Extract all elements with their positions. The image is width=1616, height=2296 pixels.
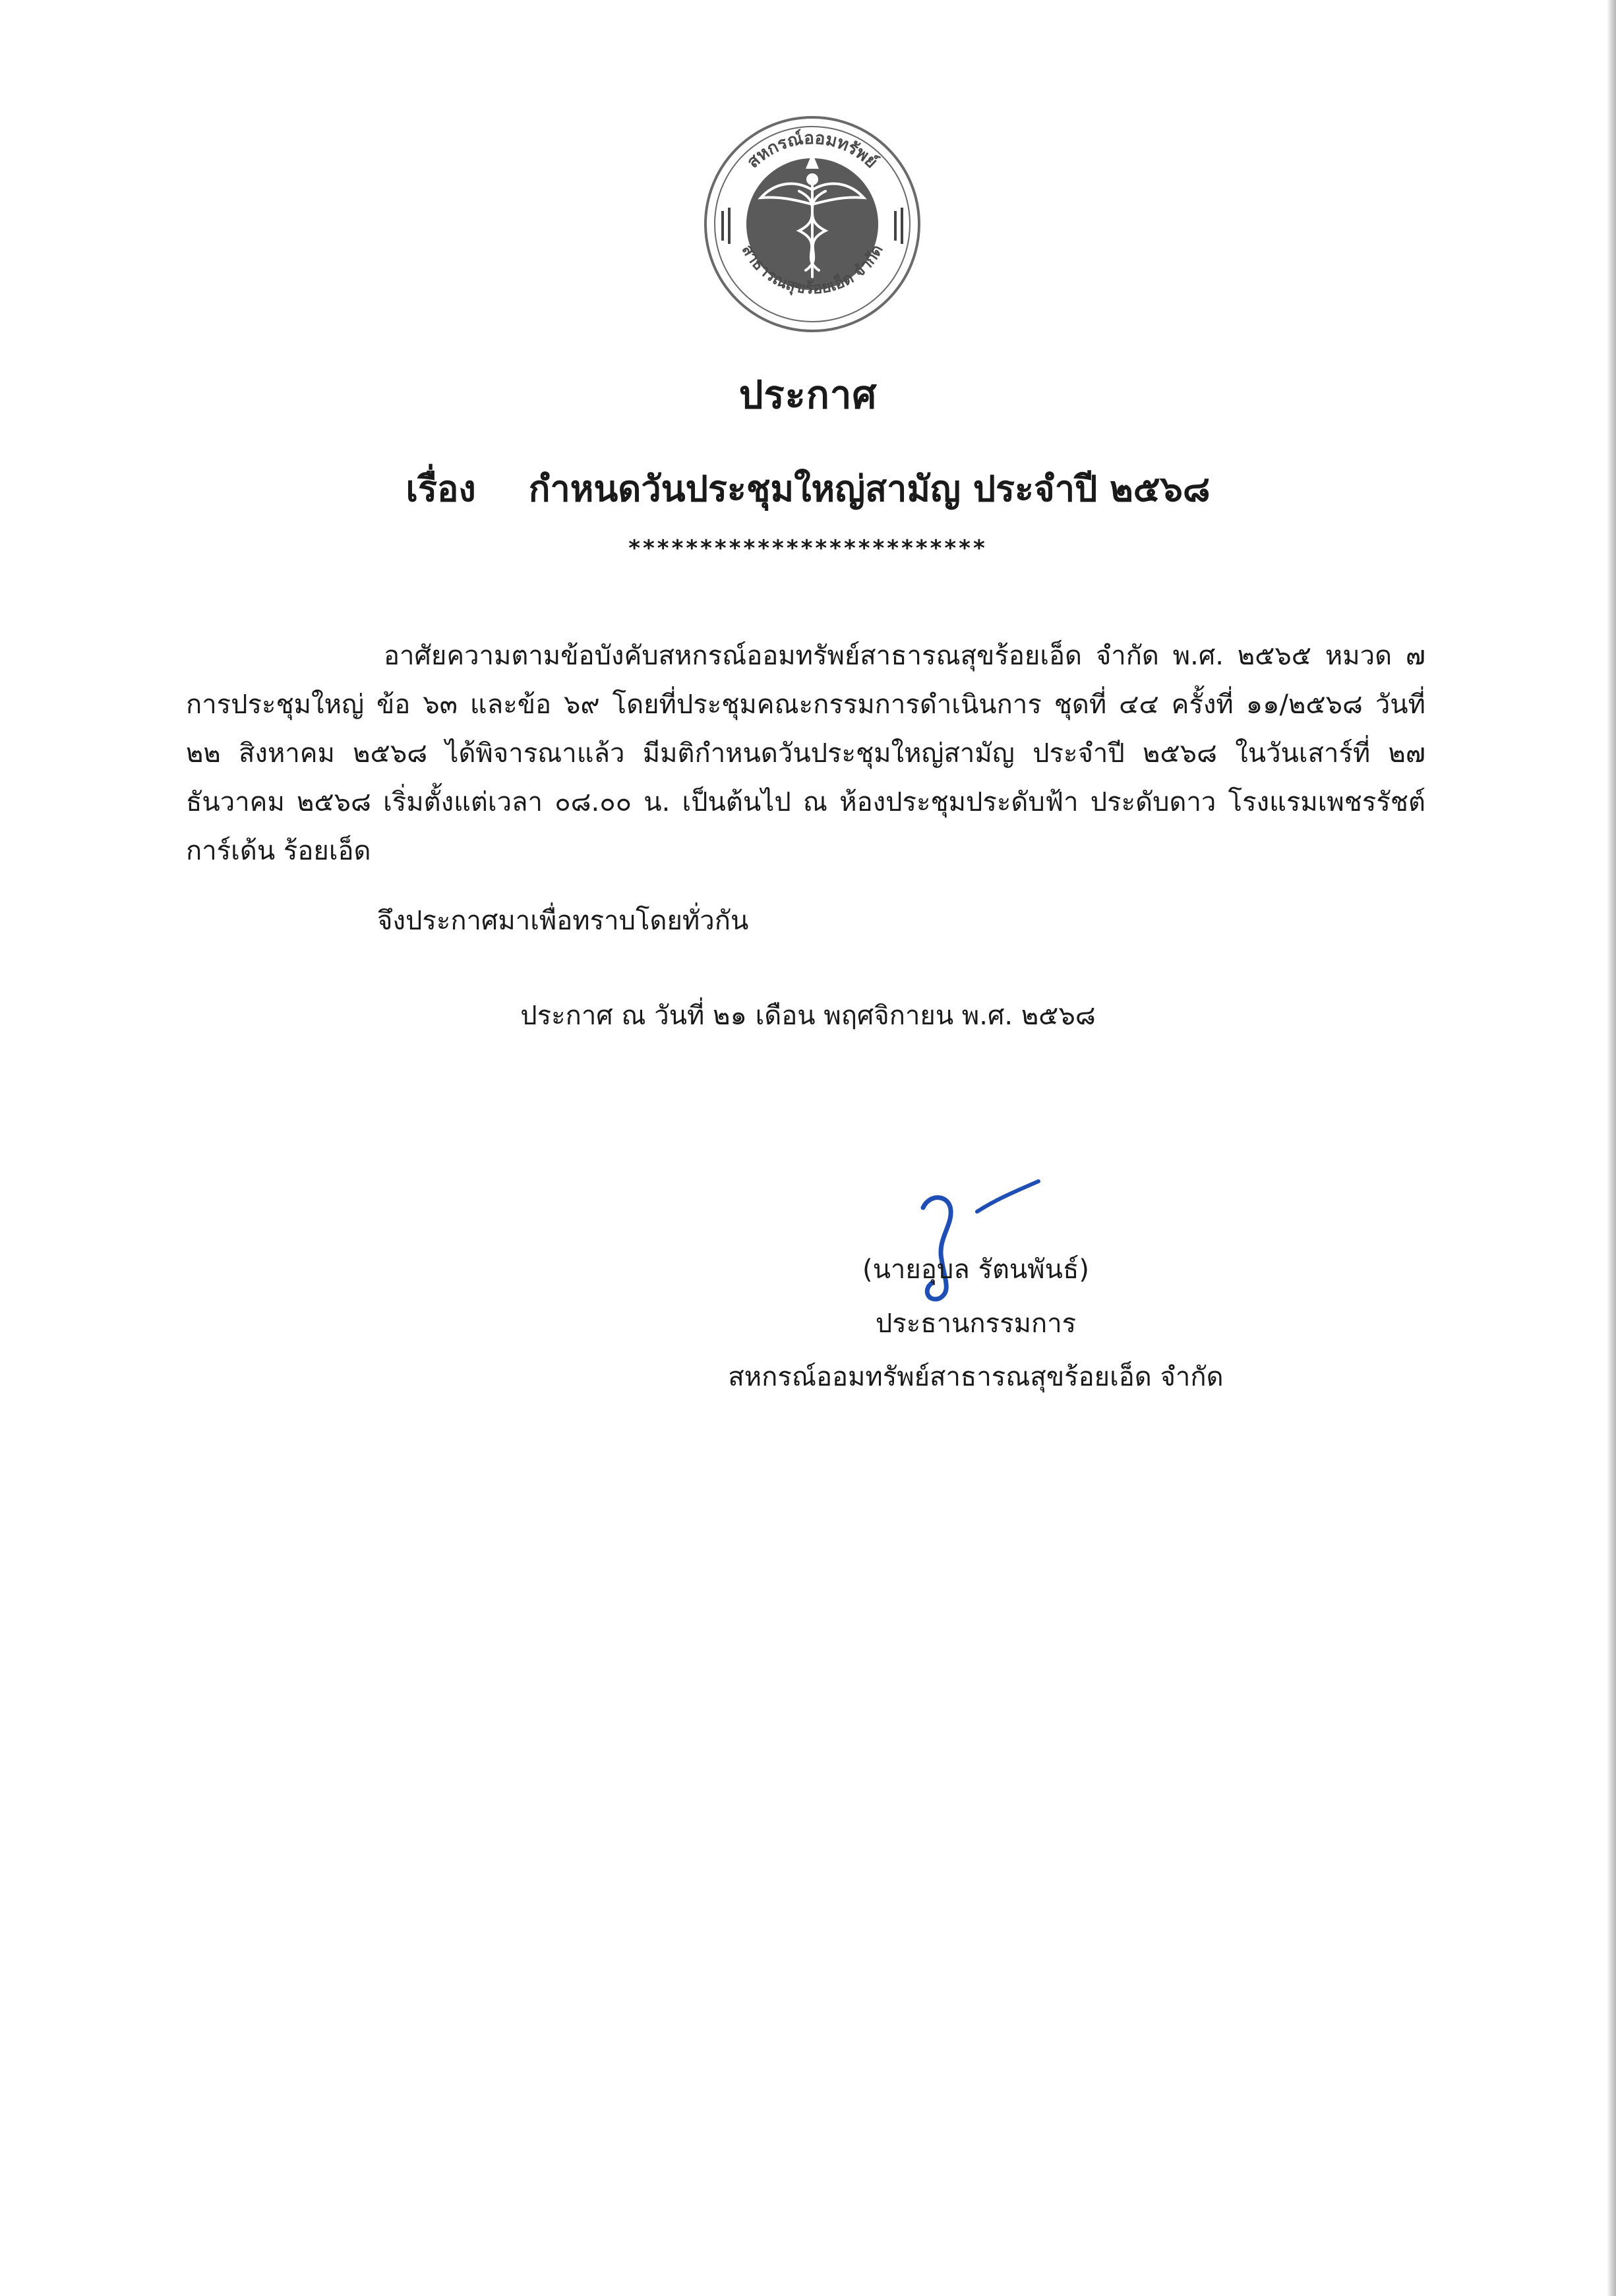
signer-name: (นายอุบล รัตนพันธ์) — [862, 1254, 1090, 1285]
asterisk-divider: ************************* — [628, 535, 988, 562]
signer-organization: สหกรณ์ออมทรัพย์สาธารณสุขร้อยเอ็ด จำกัด — [728, 1362, 1224, 1392]
seal-bottom-text: สาธารณสุขร้อยเอ็ด จำกัด — [738, 241, 887, 298]
cooperative-seal-logo — [700, 112, 924, 336]
scan-edge-shadow — [1607, 0, 1616, 2296]
announcement-date: ประกาศ ณ วันที่ ๒๑ เดือน พฤศจิกายน พ.ศ. ๒๕๖๘ — [520, 1001, 1096, 1031]
subject-line — [0, 460, 1616, 517]
body-paragraph: อาศัยความตามข้อบังคับสหกรณ์ออมทรัพย์สาธารณสุขร้อยเอ็ด จำกัด พ.ศ. ๒๕๖๕ หมวด ๗ การประชุมใหญ่ ข้อ ๖๓ และข้อ ๖๙ โดยที่ประชุมคณะกรรมการดำเนินการ ชุดที่ ๔๔ ครั้งที่ ๑๑/๒๕๖๘ วันที่ ๒๒ สิงหาคม ๒๕๖๘ ได้พิจารณาแล้ว มีมติกำหนดวันประชุมใหญ่สามัญ ประจำปี ๒๕๖๘ ในวันเสาร์ที่ ๒๗ ธันวาคม ๒๕๖๘ เริ่มตั้งแต่เวลา ๐๘.๐๐ น. เป็นต้นไป ณ ห้องประชุมประดับฟ้า ประดับดาว โรงแรมเพชรรัชต์การ์เด้น ร้อยเอ็ด — [186, 641, 1425, 866]
subject-label: เรื่อง — [405, 468, 476, 510]
signer-position: ประธานกรรมการ — [875, 1309, 1077, 1339]
seal-top-text: สหกรณ์ออมทรัพย์ — [743, 128, 882, 173]
subject-text: กำหนดวันประชุมใหญ่สามัญ ประจำปี ๒๕๖๘ — [528, 468, 1211, 510]
closing-statement: จึงประกาศมาเพื่อทราบโดยทั่วกัน — [377, 906, 749, 936]
announcement-title: ประกาศ — [738, 372, 878, 417]
